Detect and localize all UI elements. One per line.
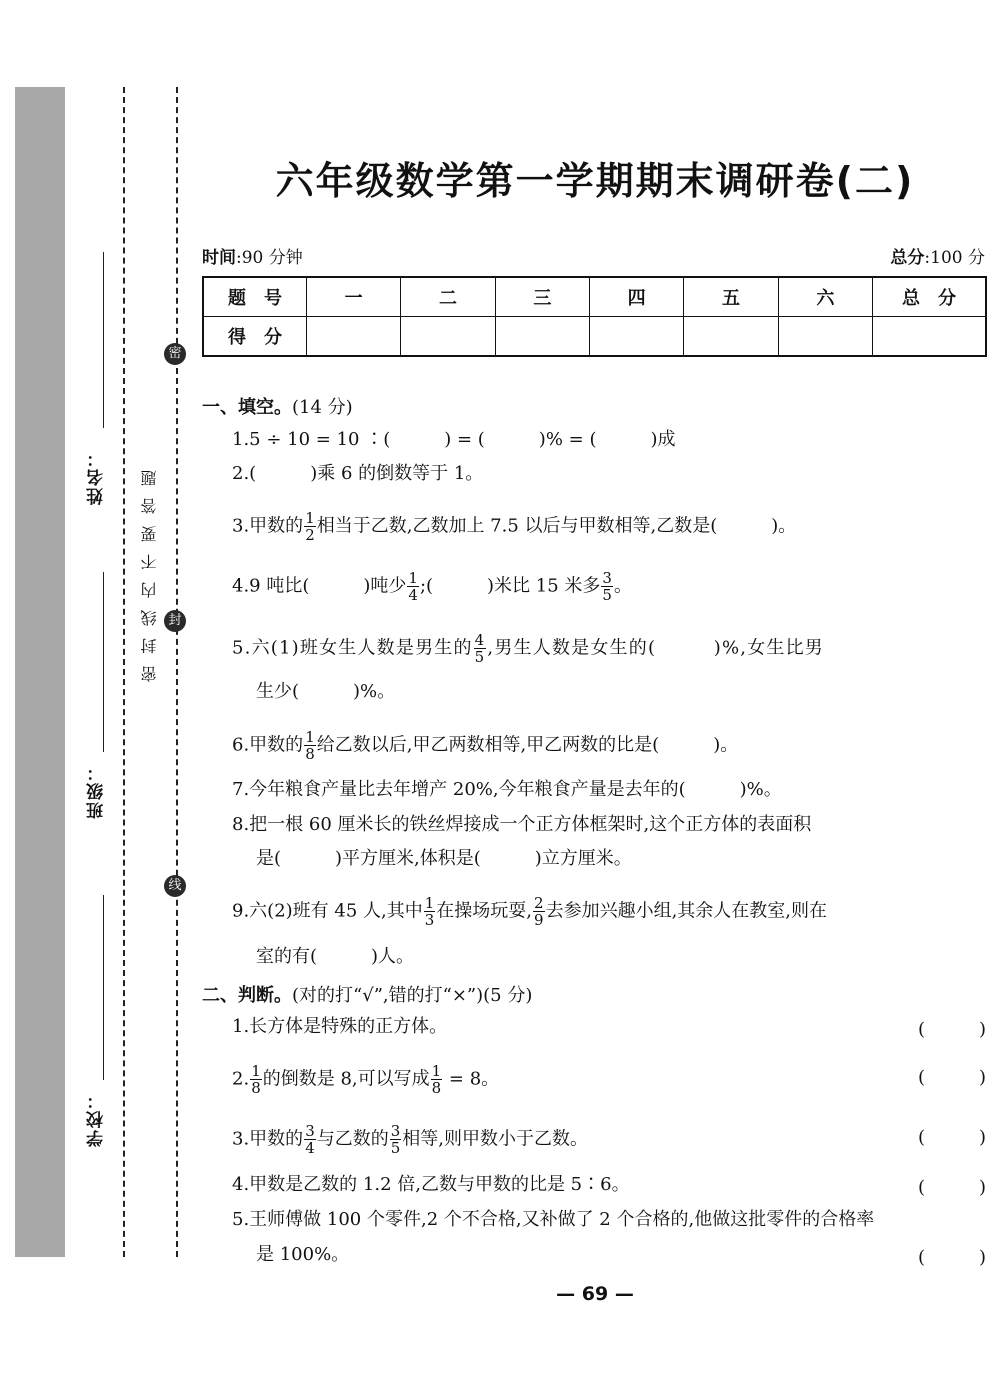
score-table-header-row: [203, 277, 986, 317]
fraction: $\frac{1}{8}$: [251, 1062, 261, 1097]
s2-answer-bracket-4[interactable]: ( ): [918, 1177, 987, 1198]
s2-question-5-cont: 是 100%。: [256, 1244, 350, 1265]
score-table: [202, 276, 987, 357]
name-label: 姓名：: [87, 448, 107, 505]
s1-question-8-cont: 是( )平方厘米,体积是( )立方厘米。: [256, 848, 632, 869]
binding-sidebar: [15, 87, 65, 1257]
s1-question-6: 6.甲数的 $\frac{1}{8}$ 给乙数以后,甲乙两数相等,甲乙两数的比是( )。: [232, 728, 739, 763]
score-cell[interactable]: [778, 317, 872, 357]
score-header-cell: 总 分: [873, 277, 987, 317]
school-label: 学校：: [87, 1090, 107, 1147]
fraction: $\frac{1}{4}$: [408, 569, 418, 604]
class-label: 班级：: [87, 762, 107, 819]
seal-char-feng: 封: [164, 610, 186, 632]
class-field[interactable]: [103, 572, 104, 752]
s1-question-3: 3.甲数的 $\frac{1}{2}$ 相当于乙数,乙数加上 7.5 以后与甲数相等,乙数是( )。: [232, 509, 797, 544]
s1-question-5: 5.六(1)班女生人数是男生的 $\frac{4}{5}$ ,男生人数是女生的( )%,女生比男: [232, 631, 825, 666]
exam-title: 六年级数学第一学期期末调研卷(二): [275, 159, 915, 203]
s2-question-3: 3.甲数的 $\frac{3}{4}$ 与乙数的 $\frac{3}{5}$ 相等,则甲数小于乙数。: [232, 1122, 589, 1157]
s1-question-9-cont: 室的有( )人。: [256, 946, 415, 967]
score-header-cell: 四: [589, 277, 683, 317]
score-cell[interactable]: [684, 317, 778, 357]
s1-question-7: 7.今年粮食产量比去年增产 20%,今年粮食产量是去年的( )%。: [232, 779, 782, 800]
s1-question-8: 8.把一根 60 厘米长的铁丝焊接成一个正方体框架时,这个正方体的表面积: [232, 814, 812, 835]
s2-answer-bracket-2[interactable]: ( ): [918, 1067, 987, 1088]
page-number: — 69 —: [556, 1283, 634, 1305]
fraction: $\frac{3}{5}$: [602, 569, 612, 604]
fraction: $\frac{3}{5}$: [390, 1122, 401, 1157]
score-table-score-row: [203, 317, 986, 357]
score-header-cell: 三: [495, 277, 589, 317]
fraction: $\frac{3}{4}$: [305, 1122, 315, 1157]
s2-answer-bracket-3[interactable]: ( ): [918, 1127, 987, 1148]
fraction: $\frac{1}{8}$: [305, 728, 315, 763]
s2-answer-bracket-1[interactable]: ( ): [918, 1019, 987, 1040]
score-cell[interactable]: [495, 317, 589, 357]
name-field[interactable]: [103, 252, 104, 428]
section2-heading: 二、判断。(对的打“√”,错的打“×”)(5 分): [202, 985, 533, 1006]
seal-warning-text: 密封线内不要答题: [140, 458, 159, 682]
school-field[interactable]: [103, 895, 104, 1080]
section1-heading: 一、填空。(14 分): [202, 397, 353, 418]
score-header-cell: 一: [307, 277, 401, 317]
score-cell[interactable]: [873, 317, 987, 357]
score-cell[interactable]: [401, 317, 495, 357]
binding-dashed-line-right: [176, 87, 178, 1257]
s1-question-5-cont: 生少( )%。: [256, 681, 396, 702]
fraction: $\frac{2}{9}$: [534, 894, 544, 929]
s1-question-2: 2.( )乘 6 的倒数等于 1。: [232, 463, 484, 484]
time-info: 时间:90 分钟: [202, 248, 303, 268]
binding-dashed-line-left: [123, 87, 125, 1257]
fraction: $\frac{1}{2}$: [305, 509, 315, 544]
score-header-cell: 二: [401, 277, 495, 317]
score-header-cell: 五: [684, 277, 778, 317]
s1-question-4: 4.9 吨比( )吨少 $\frac{1}{4}$ ;( )米比 15 米多 $\frac{3}{5}$ 。: [232, 569, 632, 604]
s1-question-1: 1.5 ÷ 10 = 10 ∶( ) = ( )% = ( )成: [232, 429, 676, 450]
seal-char-mi: 密: [164, 343, 186, 365]
s2-answer-bracket-5[interactable]: ( ): [918, 1247, 987, 1268]
s2-question-2: 2. $\frac{1}{8}$ 的倒数是 8,可以写成 $\frac{1}{8}$ = 8。: [232, 1062, 500, 1097]
s2-question-4: 4.甲数是乙数的 1.2 倍,乙数与甲数的比是 5∶6。: [232, 1174, 630, 1195]
score-cell[interactable]: [307, 317, 401, 357]
fraction: $\frac{1}{8}$: [431, 1062, 442, 1097]
fraction: $\frac{4}{5}$: [474, 631, 486, 666]
score-row-label: 得 分: [203, 317, 307, 357]
s2-question-5: 5.王师傅做 100 个零件,2 个不合格,又补做了 2 个合格的,他做这批零件的合格率: [232, 1209, 875, 1230]
s1-question-9: 9.六(2)班有 45 人,其中 $\frac{1}{3}$ 在操场玩耍, $\frac{2}{9}$ 去参加兴趣小组,其余人在教室,则在: [232, 894, 828, 929]
total-score-info: 总分:100 分: [890, 248, 985, 268]
fraction: $\frac{1}{3}$: [424, 894, 435, 929]
s2-question-1: 1.长方体是特殊的正方体。: [232, 1016, 448, 1037]
seal-char-xian: 线: [164, 875, 186, 897]
score-header-cell: 题 号: [203, 277, 307, 317]
score-header-cell: 六: [778, 277, 872, 317]
score-cell[interactable]: [589, 317, 683, 357]
